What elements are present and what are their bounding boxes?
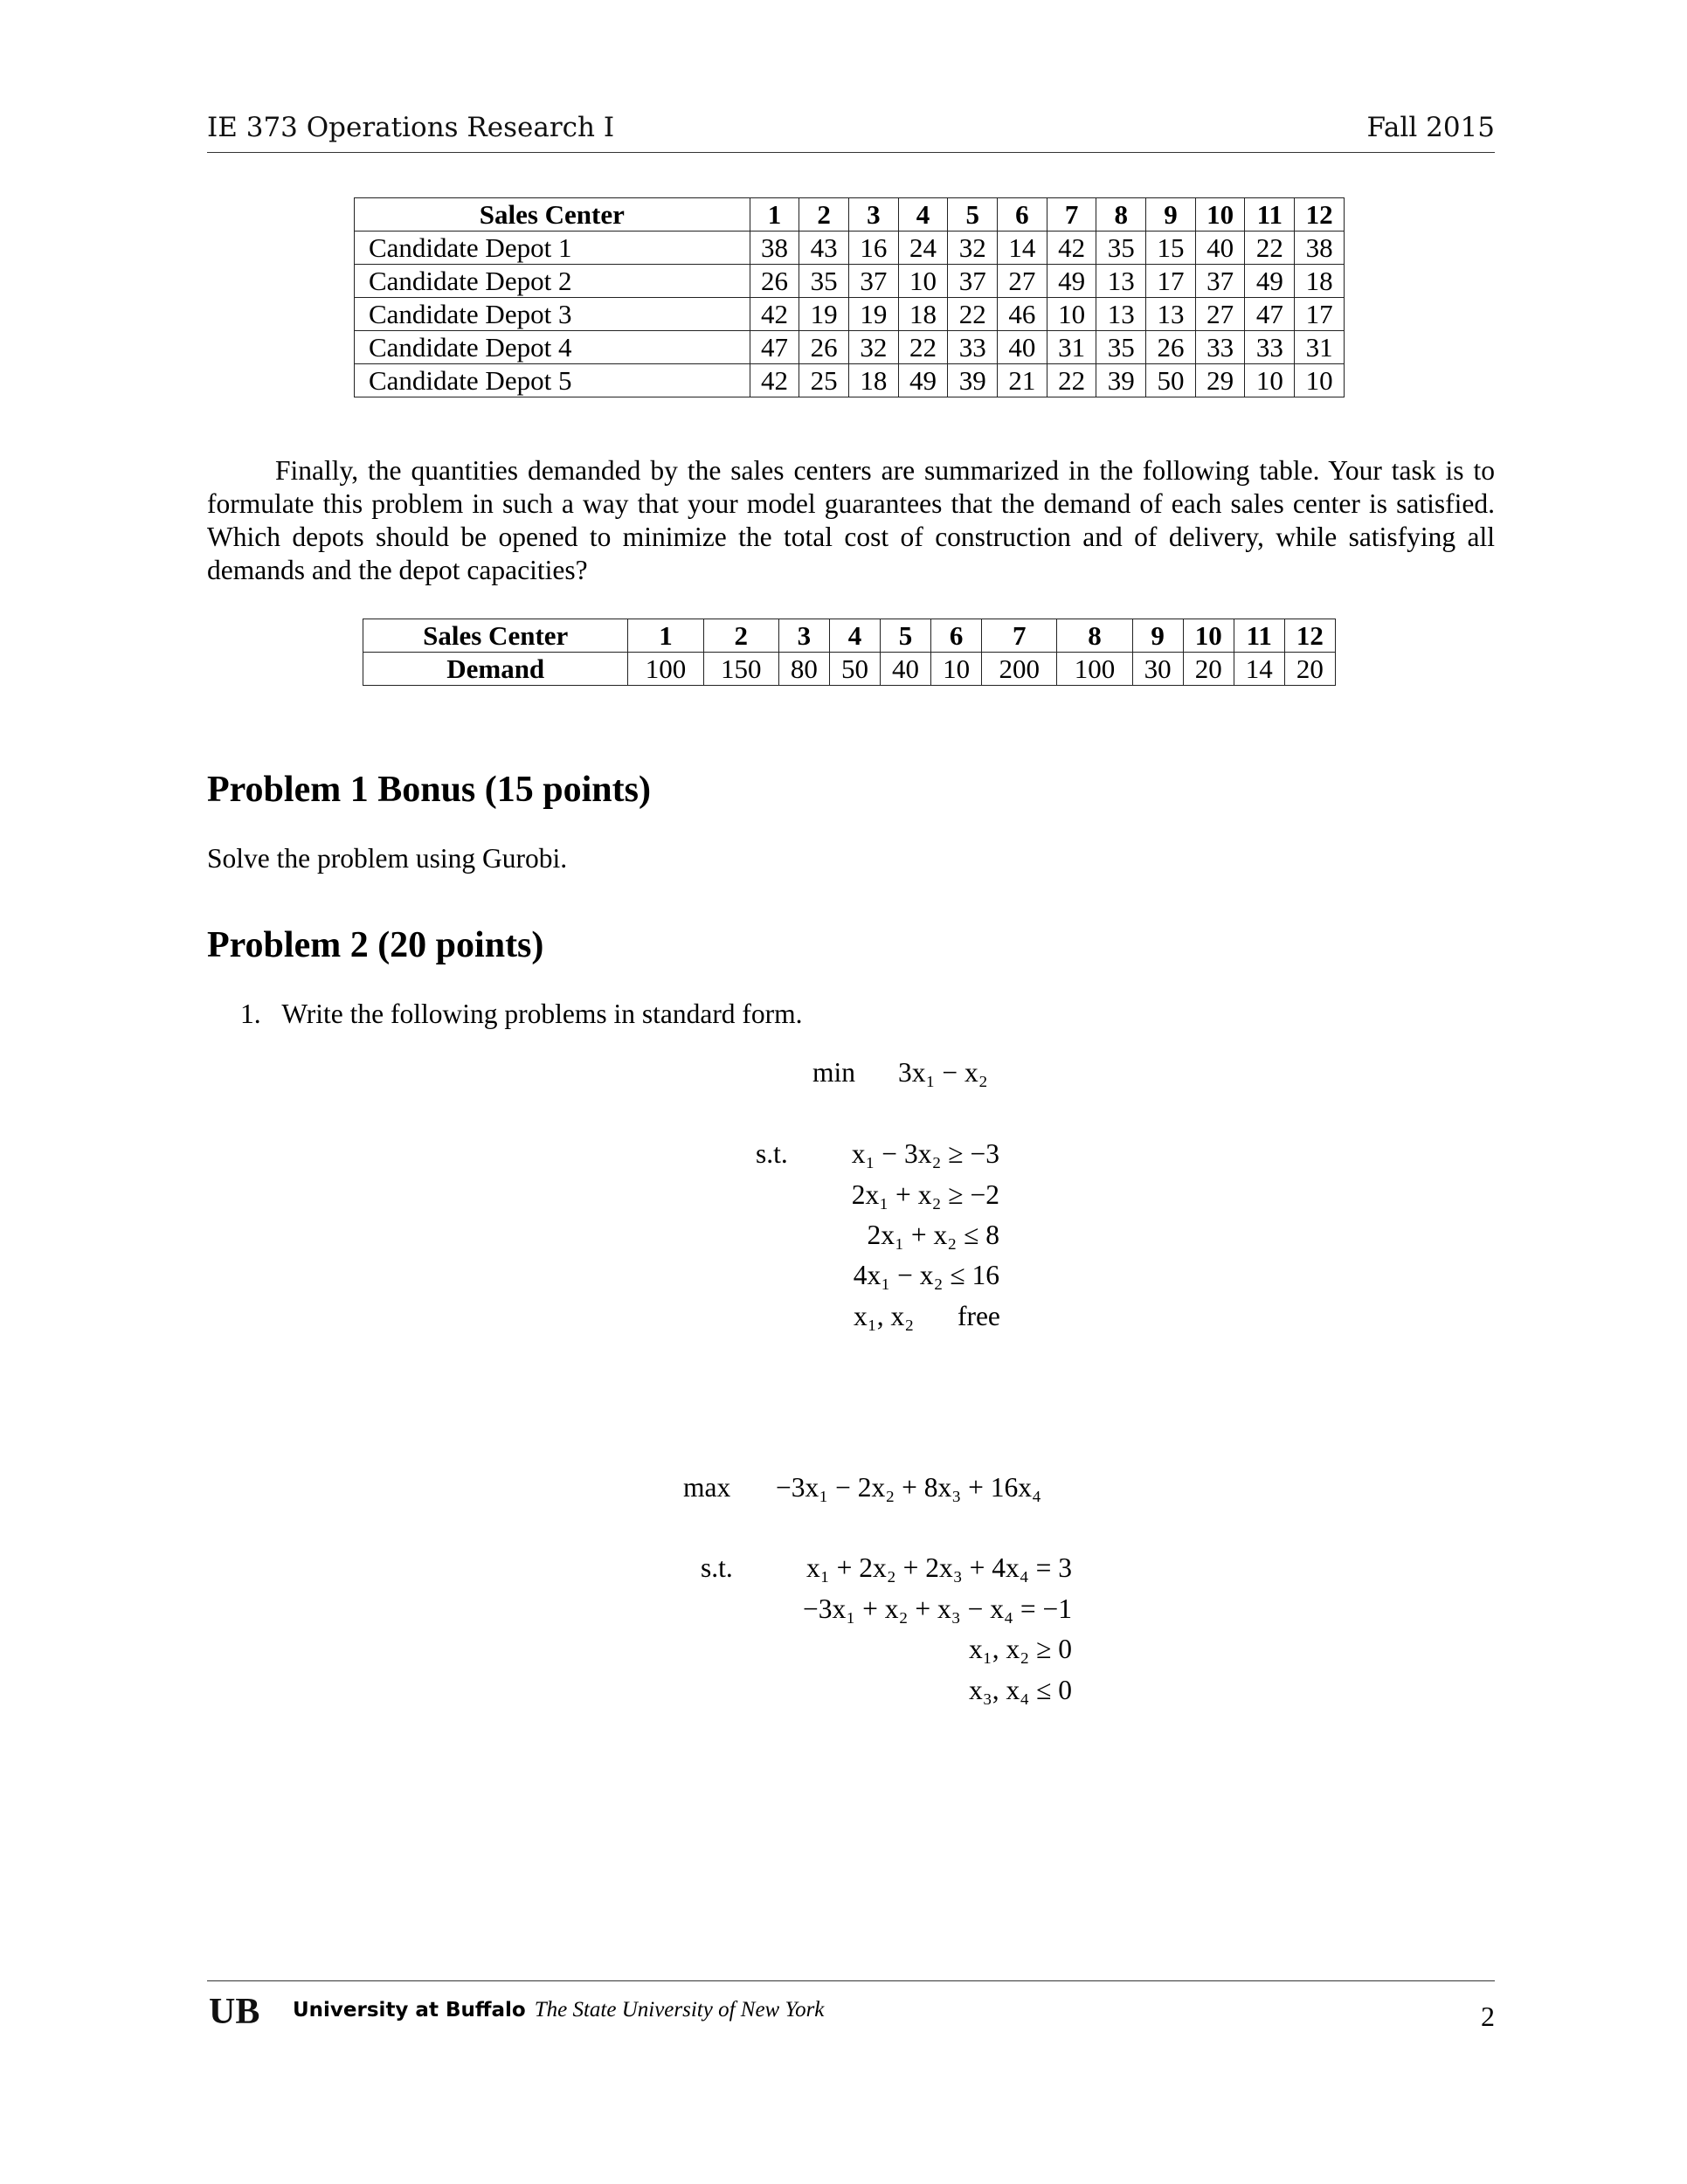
lp1-free: free [957, 1301, 1000, 1331]
cell: 10 [1047, 298, 1096, 331]
cell: 42 [1047, 232, 1096, 265]
cell: 40 [881, 653, 931, 686]
cell: 10 [1245, 364, 1295, 397]
cost-table-header-row [355, 198, 1345, 232]
demand-table [363, 619, 1336, 686]
cell: 14 [998, 232, 1047, 265]
cell: 10 [898, 265, 948, 298]
cell: 26 [750, 265, 799, 298]
cell: 18 [848, 364, 898, 397]
table-row [355, 298, 1345, 331]
lp1-constraint: 4x₁ − x₂ ≤ 16 [853, 1260, 999, 1290]
cell: 40 [1195, 232, 1245, 265]
cell: 33 [1245, 331, 1295, 364]
demand-header-label: Sales Center [363, 619, 628, 653]
table-row [355, 232, 1345, 265]
cell: 49 [1047, 265, 1096, 298]
lp1-constraint: x₁ − 3x₂ ≥ −3 [851, 1138, 999, 1169]
cell: 13 [1096, 298, 1146, 331]
cell: 49 [898, 364, 948, 397]
lp2-constraint: x₁ + 2x₂ + 2x₃ + 4x₄ = 3 [806, 1552, 1072, 1583]
footer [207, 1992, 824, 2028]
list-number: 1. [240, 999, 261, 1029]
cell: 150 [703, 653, 778, 686]
cell: 38 [750, 232, 799, 265]
lp1-constraint: 2x₁ + x₂ ≤ 8 [867, 1220, 999, 1250]
col-header: 3 [778, 619, 829, 653]
ub-logo-icon [207, 1992, 284, 2028]
cell: 15 [1146, 232, 1196, 265]
cell: 19 [848, 298, 898, 331]
cell: 19 [799, 298, 849, 331]
demand-header-row [363, 619, 1336, 653]
cell: 18 [1295, 265, 1345, 298]
row-label: Candidate Depot 5 [355, 364, 750, 397]
paragraph-text: Finally, the quantities demanded by the sales centers are summarized in the following table. Your task is to formulate this problem in such a way that your model guarantees that the demand of each sales center is satisfied. Which depots should be opened to minimize the total cost of construction and of delivery, while satisfying all demands and the depot capacities? [207, 455, 1495, 585]
cell: 22 [1245, 232, 1295, 265]
cell: 49 [1245, 265, 1295, 298]
cell: 25 [799, 364, 849, 397]
page-number: 2 [1481, 2001, 1495, 2032]
list-item [240, 999, 803, 1030]
col-header: 7 [982, 619, 1057, 653]
cell: 31 [1295, 331, 1345, 364]
lp1-st-label: s.t. [756, 1138, 788, 1169]
table-row [355, 364, 1345, 397]
cell: 37 [848, 265, 898, 298]
cell: 46 [998, 298, 1047, 331]
cell: 20 [1183, 653, 1234, 686]
col-header: 12 [1284, 619, 1335, 653]
cell: 26 [799, 331, 849, 364]
cell: 16 [848, 232, 898, 265]
col-header: 6 [998, 198, 1047, 232]
cell: 21 [998, 364, 1047, 397]
cost-table [354, 197, 1345, 397]
demand-row [363, 653, 1336, 686]
term: Fall 2015 [1366, 112, 1495, 143]
demand-paragraph [207, 454, 1495, 587]
row-label: Candidate Depot 1 [355, 232, 750, 265]
cell: 40 [998, 331, 1047, 364]
col-header: 7 [1047, 198, 1096, 232]
lp1-var-domain [854, 1301, 1000, 1332]
list-text: Write the following problems in standard form. [281, 999, 803, 1029]
cell: 38 [1295, 232, 1345, 265]
cell: 80 [778, 653, 829, 686]
cell: 26 [1146, 331, 1196, 364]
cell: 33 [1195, 331, 1245, 364]
demand-row-label: Demand [363, 653, 628, 686]
cell: 35 [799, 265, 849, 298]
page-header [207, 112, 1495, 143]
table-row [355, 265, 1345, 298]
col-header: 6 [931, 619, 982, 653]
col-header: 11 [1245, 198, 1295, 232]
lp2-constraint: x₁, x₂ ≥ 0 [968, 1634, 1072, 1664]
cell: 43 [799, 232, 849, 265]
cell: 22 [898, 331, 948, 364]
col-header: 5 [948, 198, 998, 232]
col-header: 4 [898, 198, 948, 232]
problem1-text: Solve the problem using Gurobi. [207, 843, 568, 874]
cell: 24 [898, 232, 948, 265]
cell: 100 [628, 653, 703, 686]
lp2-st-label: s.t. [701, 1552, 733, 1583]
col-header: 8 [1057, 619, 1132, 653]
cell: 47 [750, 331, 799, 364]
cell: 39 [948, 364, 998, 397]
lp1-constraint: 2x₁ + x₂ ≥ −2 [851, 1179, 999, 1210]
problem2-heading: Problem 2 (20 points) [207, 925, 544, 965]
cell: 27 [998, 265, 1047, 298]
cell: 33 [948, 331, 998, 364]
cell: 17 [1295, 298, 1345, 331]
col-header: 10 [1195, 198, 1245, 232]
course-title: IE 373 Operations Research I [207, 112, 615, 143]
cell: 13 [1146, 298, 1196, 331]
cell: 32 [948, 232, 998, 265]
row-label: Candidate Depot 4 [355, 331, 750, 364]
cell: 50 [829, 653, 880, 686]
cell: 10 [1295, 364, 1345, 397]
ub-logo-text: UB [209, 1992, 260, 2028]
cell: 18 [898, 298, 948, 331]
row-label: Candidate Depot 3 [355, 298, 750, 331]
col-header: 1 [750, 198, 799, 232]
cell: 22 [948, 298, 998, 331]
col-header: 2 [799, 198, 849, 232]
lp1-vars: x₁, x₂ [854, 1301, 915, 1331]
col-header: 9 [1146, 198, 1196, 232]
university-name: University at Buffalo [293, 1999, 526, 2022]
cell: 10 [931, 653, 982, 686]
cell: 39 [1096, 364, 1146, 397]
lp2-objective-label: max [683, 1472, 731, 1503]
col-header: 4 [829, 619, 880, 653]
col-header: 2 [703, 619, 778, 653]
cell: 42 [750, 364, 799, 397]
cell: 37 [948, 265, 998, 298]
cell: 32 [848, 331, 898, 364]
table-row [355, 331, 1345, 364]
col-header: 1 [628, 619, 703, 653]
cell: 31 [1047, 331, 1096, 364]
lp2-objective: −3x₁ − 2x₂ + 8x₃ + 16x₄ [776, 1472, 1041, 1503]
row-label: Candidate Depot 2 [355, 265, 750, 298]
footer-rule [207, 1980, 1495, 1981]
col-header: 9 [1132, 619, 1183, 653]
cell: 35 [1096, 232, 1146, 265]
lp1-objective-label: min [812, 1057, 856, 1088]
col-header: 10 [1183, 619, 1234, 653]
cell: 47 [1245, 298, 1295, 331]
cell: 100 [1057, 653, 1132, 686]
cost-table-corner: Sales Center [355, 198, 750, 232]
header-rule [207, 152, 1495, 153]
cell: 50 [1146, 364, 1196, 397]
lp2-constraint: x₃, x₄ ≤ 0 [968, 1675, 1072, 1705]
col-header: 11 [1234, 619, 1284, 653]
cell: 17 [1146, 265, 1196, 298]
col-header: 12 [1295, 198, 1345, 232]
cell: 42 [750, 298, 799, 331]
cell: 20 [1284, 653, 1335, 686]
cell: 13 [1096, 265, 1146, 298]
cell: 22 [1047, 364, 1096, 397]
problem1-heading: Problem 1 Bonus (15 points) [207, 770, 651, 810]
lp1-objective: 3x₁ − x₂ [898, 1057, 988, 1088]
cell: 35 [1096, 331, 1146, 364]
cell: 29 [1195, 364, 1245, 397]
cell: 14 [1234, 653, 1284, 686]
cell: 37 [1195, 265, 1245, 298]
col-header: 3 [848, 198, 898, 232]
col-header: 8 [1096, 198, 1146, 232]
cell: 30 [1132, 653, 1183, 686]
state-university: The State University of New York [534, 1998, 825, 2022]
lp2-constraint: −3x₁ + x₂ + x₃ − x₄ = −1 [802, 1593, 1072, 1624]
cell: 200 [982, 653, 1057, 686]
col-header: 5 [881, 619, 931, 653]
cell: 27 [1195, 298, 1245, 331]
